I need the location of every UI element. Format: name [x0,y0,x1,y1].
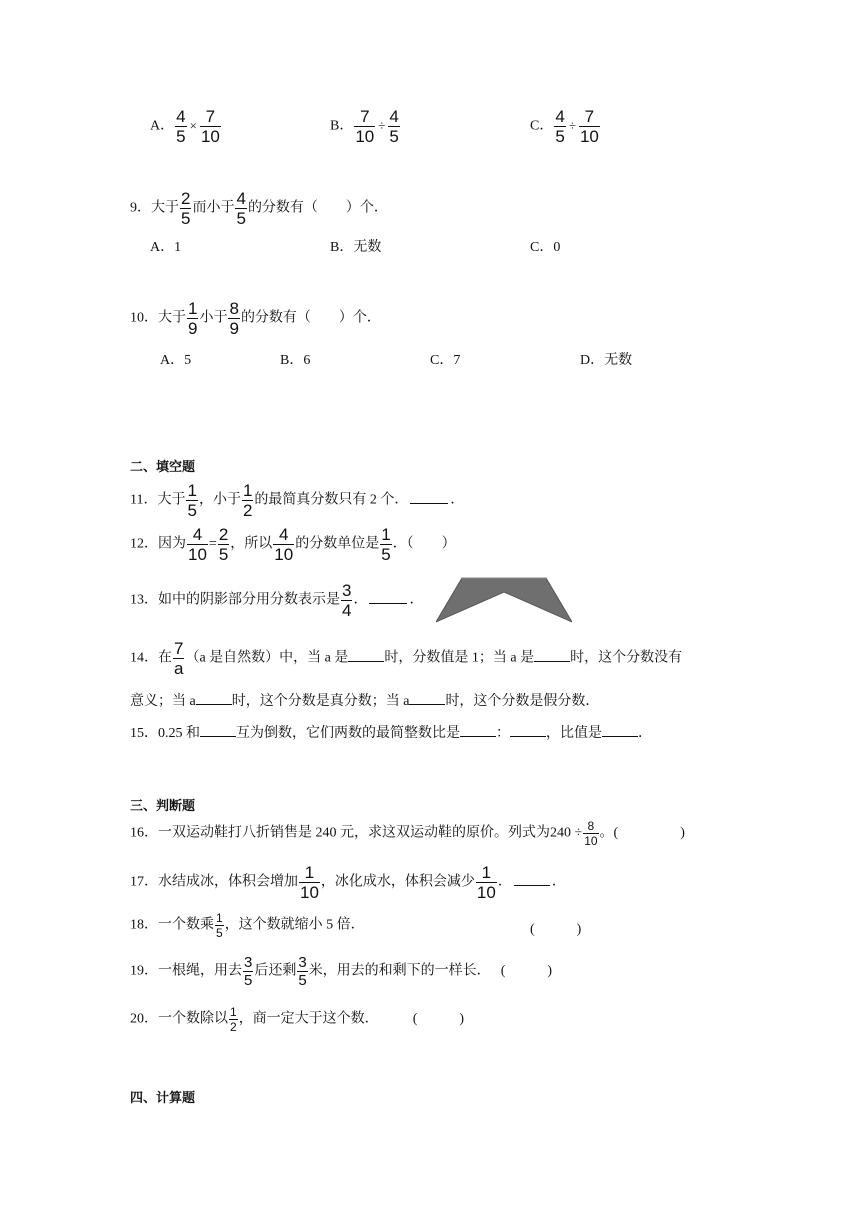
q18-answer-parens[interactable]: ( ) [530,922,582,937]
q9-option-a: A．1 [150,240,182,255]
q10-option-b: B．6 [280,353,311,368]
fraction: $\frac{4}{5}$ [555,107,565,146]
question-15: 15．0.25 和 互为倒数，它们两数的最简整数比是 ： ，比值是 ． [130,726,652,741]
answer-blank[interactable] [410,503,448,504]
answer-blank[interactable] [200,736,236,737]
answer-blank[interactable] [534,661,570,662]
question-14-line-2: 意义；当 a 时，这个分数是真分数；当 a 时，这个分数是假分数． [130,694,600,709]
answer-blank[interactable] [602,736,638,737]
section-heading-fill-in: 二、填空题 [130,460,196,475]
q8-option-a: A． $\frac{4}{5}$ × $\frac{7}{10}$ [150,107,220,146]
question-9: 9．大于 $\frac{2}{5}$ 而小于 $\frac{4}{5}$ 的分数有（ ）个． [130,189,388,228]
q19-answer-parens[interactable]: ( ) [500,963,553,979]
question-16: 16．一双运动鞋打八折销售是 240 元，求这双运动鞋的原价。列式为240 ÷ $\frac{8}{10}$ 。( ) [130,819,685,848]
answer-blank[interactable] [510,736,546,737]
q10-option-d: D．无数 [580,353,633,368]
question-17: 17．水结成冰，体积会增加 $\frac{1}{10}$ ，冰化成水，体积会减少 $\frac{1}{10}$ ． ． [130,863,566,902]
question-13: 13．如中的阴影部分用分数表示是 $\frac{3}{4}$ ． ． [130,581,424,620]
q8-option-c: C． $\frac{4}{5}$ ÷ $\frac{7}{10}$ [530,107,599,146]
q9-option-b: B．无数 [330,240,382,255]
question-11: 11．大于 $\frac{1}{5}$ ，小于 $\frac{1}{2}$ 的最简真分数只有 2 个． ． [130,481,465,520]
question-18: 18．一个数乘 $\frac{1}{5}$ ，这个数就缩小 5 倍． [130,911,365,940]
answer-blank[interactable] [514,885,550,886]
q10-option-a: A．5 [160,353,192,368]
q9-option-c: C．0 [530,240,561,255]
question-14: 14．在 $\frac{7}{a}$ （a 是自然数）中，当 a 是 时，分数值是 1；当 a 是 时，这个分数没有 [130,639,683,678]
answer-blank[interactable] [348,661,384,662]
section-heading-calculation: 四、计算题 [130,1091,196,1106]
section-heading-true-false: 三、判断题 [130,799,196,814]
fraction: $\frac{7}{10}$ [355,107,375,146]
question-20: 20．一个数除以 $\frac{1}{2}$ ，商一定大于这个数． ( ) [130,1005,465,1034]
shaded-shape-figure [436,570,572,624]
fraction: $\frac{4}{5}$ [389,107,399,146]
question-10: 10．大于 $\frac{1}{9}$ 小于 $\frac{8}{9}$ 的分数有（ ）个． [130,299,381,338]
q20-answer-parens[interactable]: ( ) [412,1011,465,1027]
answer-blank[interactable] [196,704,232,705]
fraction: $\frac{4}{5}$ [176,107,186,146]
q10-option-c: C．7 [430,353,461,368]
shaded-region [436,578,572,622]
q8-option-b: B． $\frac{7}{10}$ ÷ $\frac{4}{5}$ [330,107,399,146]
question-12: 12．因为 $\frac{4}{10}$ = $\frac{2}{5}$ ，所以 $\frac{4}{10}$ 的分数单位是 $\frac{1}{5}$ ．（ ） [130,525,456,564]
answer-blank[interactable] [460,736,496,737]
answer-blank[interactable] [409,704,445,705]
answer-blank[interactable] [369,603,407,604]
question-19: 19．一根绳，用去 $\frac{3}{5}$ 后还剩 $\frac{3}{5}$ 米，用去的和剩下的一样长． ( ) [130,954,553,989]
fraction: $\frac{7}{10}$ [200,107,220,146]
fraction: $\frac{7}{10}$ [579,107,599,146]
